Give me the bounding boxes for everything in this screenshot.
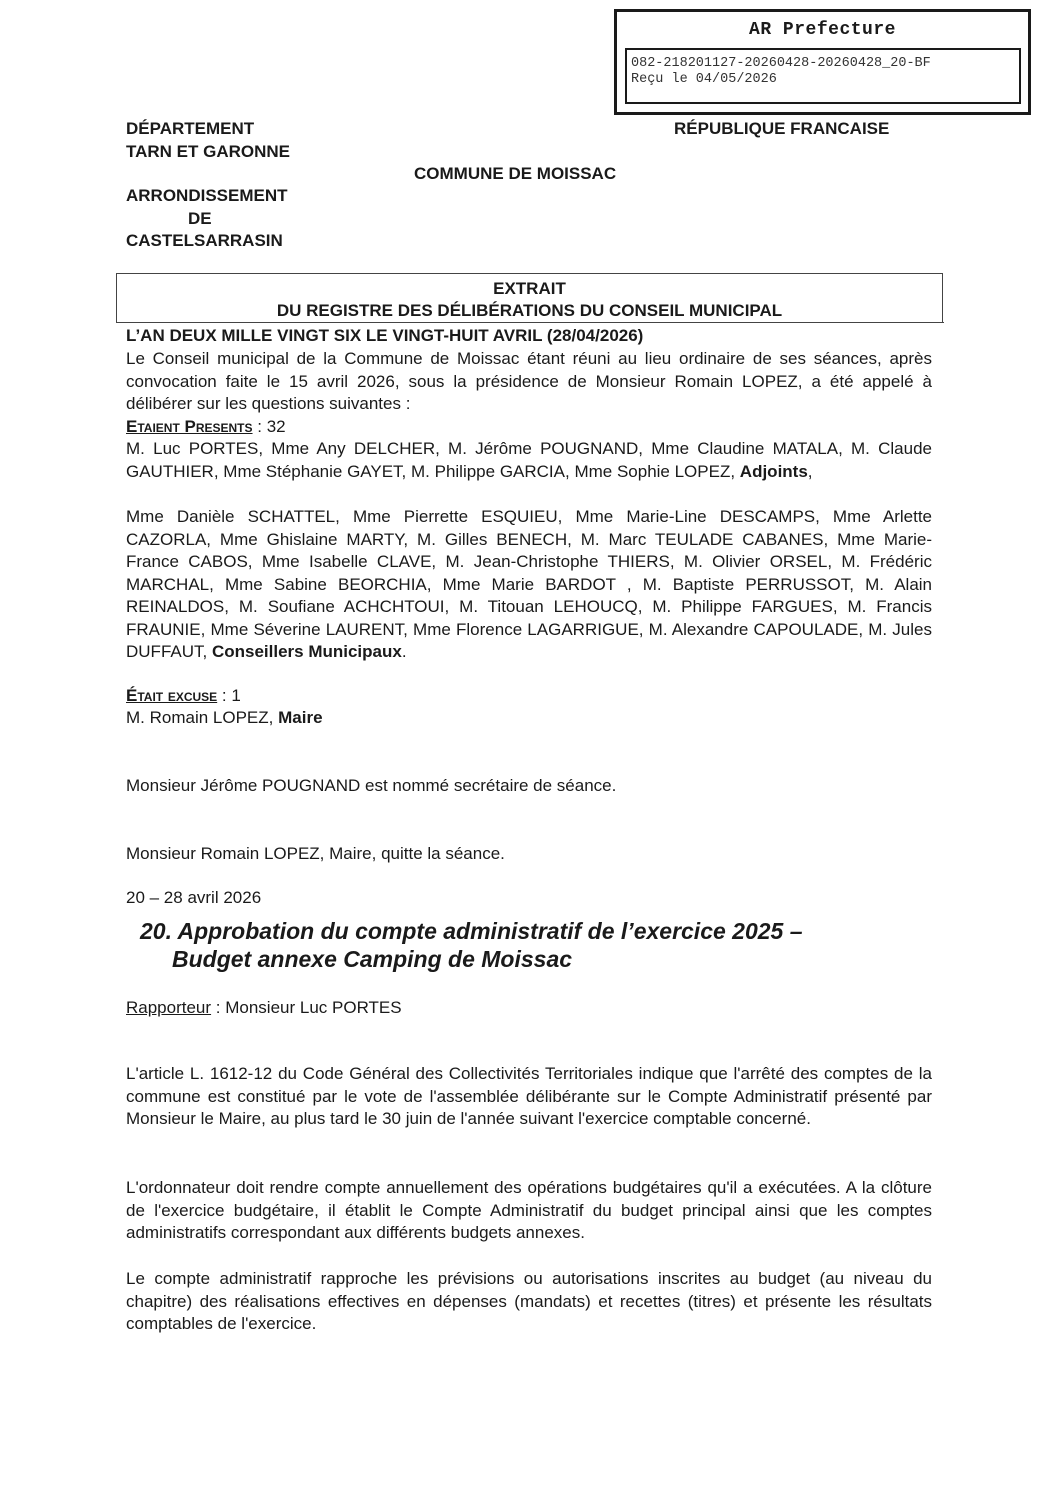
department-name: TARN ET GARONNE: [126, 141, 291, 161]
stamp-title: AR Prefecture: [749, 20, 896, 40]
paragraph-compte-administratif: Le compte administratif rapproche les prévisions ou autorisations inscrites au budget (au niveau du chapitre) des réalisations effectives en dépenses (mandats) et recettes (titres) et présente les résultats comptables de l'exercice.: [126, 1269, 932, 1333]
conseillers-label: Conseillers Municipaux: [211, 642, 402, 661]
adjoints-names: M. Luc PORTES, Mme Any DELCHER, M. Jérôme POUGNAND, Mme Claudine MATALA, M. Claude GAUTHIER, Mme Stéphanie GAYET, M. Philippe GARCIA, Mme Sophie LOPEZ,: [126, 439, 932, 481]
extrait-box: [116, 273, 943, 323]
republic-label: RÉPUBLIQUE FRANCAISE: [674, 119, 890, 138]
adjoints-label: Adjoints: [739, 461, 808, 481]
stamp-reference-box: [625, 48, 1021, 104]
presents-count: : 32: [252, 417, 286, 436]
arrondissement-de: DE: [188, 208, 212, 228]
prefecture-stamp: [614, 9, 1031, 115]
extrait-subtitle: DU REGISTRE DES DÉLIBÉRATIONS DU CONSEIL MUNICIPAL: [276, 301, 783, 320]
extrait-title: EXTRAIT: [493, 279, 566, 298]
maire-quitte-line: Monsieur Romain LOPEZ, Maire, quitte la séance.: [126, 844, 505, 863]
excuse-line: [126, 685, 932, 708]
excuse-label: Était excuse: [126, 686, 218, 705]
session-date-heading: L’AN DEUX MILLE VINGT SIX LE VINGT-HUIT AVRIL (28/04/2026): [126, 326, 644, 345]
rapporteur-label: Rapporteur: [126, 998, 212, 1017]
department-block: [126, 118, 290, 163]
conseillers-suffix: .: [401, 642, 407, 661]
excuse-name: M. Romain LOPEZ,: [126, 708, 279, 727]
secretaire-line: Monsieur Jérôme POUGNAND est nommé secrétaire de séance.: [126, 776, 617, 795]
department-label: DÉPARTEMENT: [126, 119, 255, 138]
paragraph-article: L'article L. 1612-12 du Code Général des Collectivités Territoriales indique que l'arrêté des comptes de la commune est constitué par le vote de l'assemblée délibérante sur le Compte Administratif présenté par Monsieur le Maire, au plus tard le 30 juin de l'année suivant l'exercice comptable concerné.: [126, 1064, 932, 1128]
deliberation-title-line2: Budget annexe Camping de Moissac: [172, 946, 573, 972]
arrondissement-name: CASTELSARRASIN: [126, 231, 283, 250]
deliberation-ref: 20 – 28 avril 2026: [126, 888, 262, 907]
excuse-count: : 1: [217, 686, 241, 705]
adjoints-suffix: ,: [807, 461, 813, 481]
arrondissement-label: ARRONDISSEMENT: [126, 186, 288, 205]
rapporteur-line: [126, 997, 932, 1020]
presents-line: [126, 416, 932, 439]
presents-label: Etaient Presents: [126, 417, 253, 436]
stamp-received-line: Reçu le 04/05/2026: [631, 72, 777, 87]
stamp-reference-line: 082-218201127-20260428-20260428_20-BF: [631, 56, 931, 71]
arrondissement-block: [126, 185, 288, 253]
session-intro: Le Conseil municipal de la Commune de Moissac étant réuni au lieu ordinaire de ses séances, après convocation faite le 15 avril 2026, sous la présidence de Monsieur Romain LOPEZ, a été appelé à délibérer sur les questions suivantes :: [126, 349, 932, 413]
excuse-role: Maire: [278, 708, 323, 727]
paragraph-ordonnateur: L'ordonnateur doit rendre compte annuellement des opérations budgétaires qu'il a exécutées. A la clôture de l'exercice budgétaire, il établit le Compte Administratif du budget principal ainsi que les comptes administratifs correspondant aux différents budgets annexes.: [126, 1178, 932, 1242]
excuse-person: [126, 707, 932, 730]
deliberation-title-line1: 20. Approbation du compte administratif de l’exercice 2025 –: [140, 918, 803, 944]
commune-label: COMMUNE DE MOISSAC: [414, 164, 617, 183]
conseillers-paragraph: [126, 506, 932, 664]
conseillers-names: Mme Danièle SCHATTEL, Mme Pierrette ESQUIEU, Mme Marie-Line DESCAMPS, Mme Arlette CAZORLA, Mme Ghislaine MARTY, M. Gilles BENECH, M. Marc TEULADE CABANES, Mme Marie-France CABOS, Mme Isabelle CLAVE, M. Jean-Christophe THIERS, M. Olivier ORSEL, M. Frédéric MARCHAL, Mme Sabine BEORCHIA, Mme Marie BARDOT , M. Baptiste PERRUSSOT, M. Alain REINALDOS, M. Soufiane ACHCHTOUI, M. Titouan LEHOUCQ, M. Philippe FARGUES, M. Francis FRAUNIE, Mme Séverine LAURENT, Mme Florence LAGARRIGUE, M. Alexandre CAPOULADE, M. Jules DUFFAUT,: [126, 507, 932, 661]
rapporteur-value: : Monsieur Luc PORTES: [211, 998, 402, 1017]
adjoints-paragraph: [126, 438, 932, 483]
